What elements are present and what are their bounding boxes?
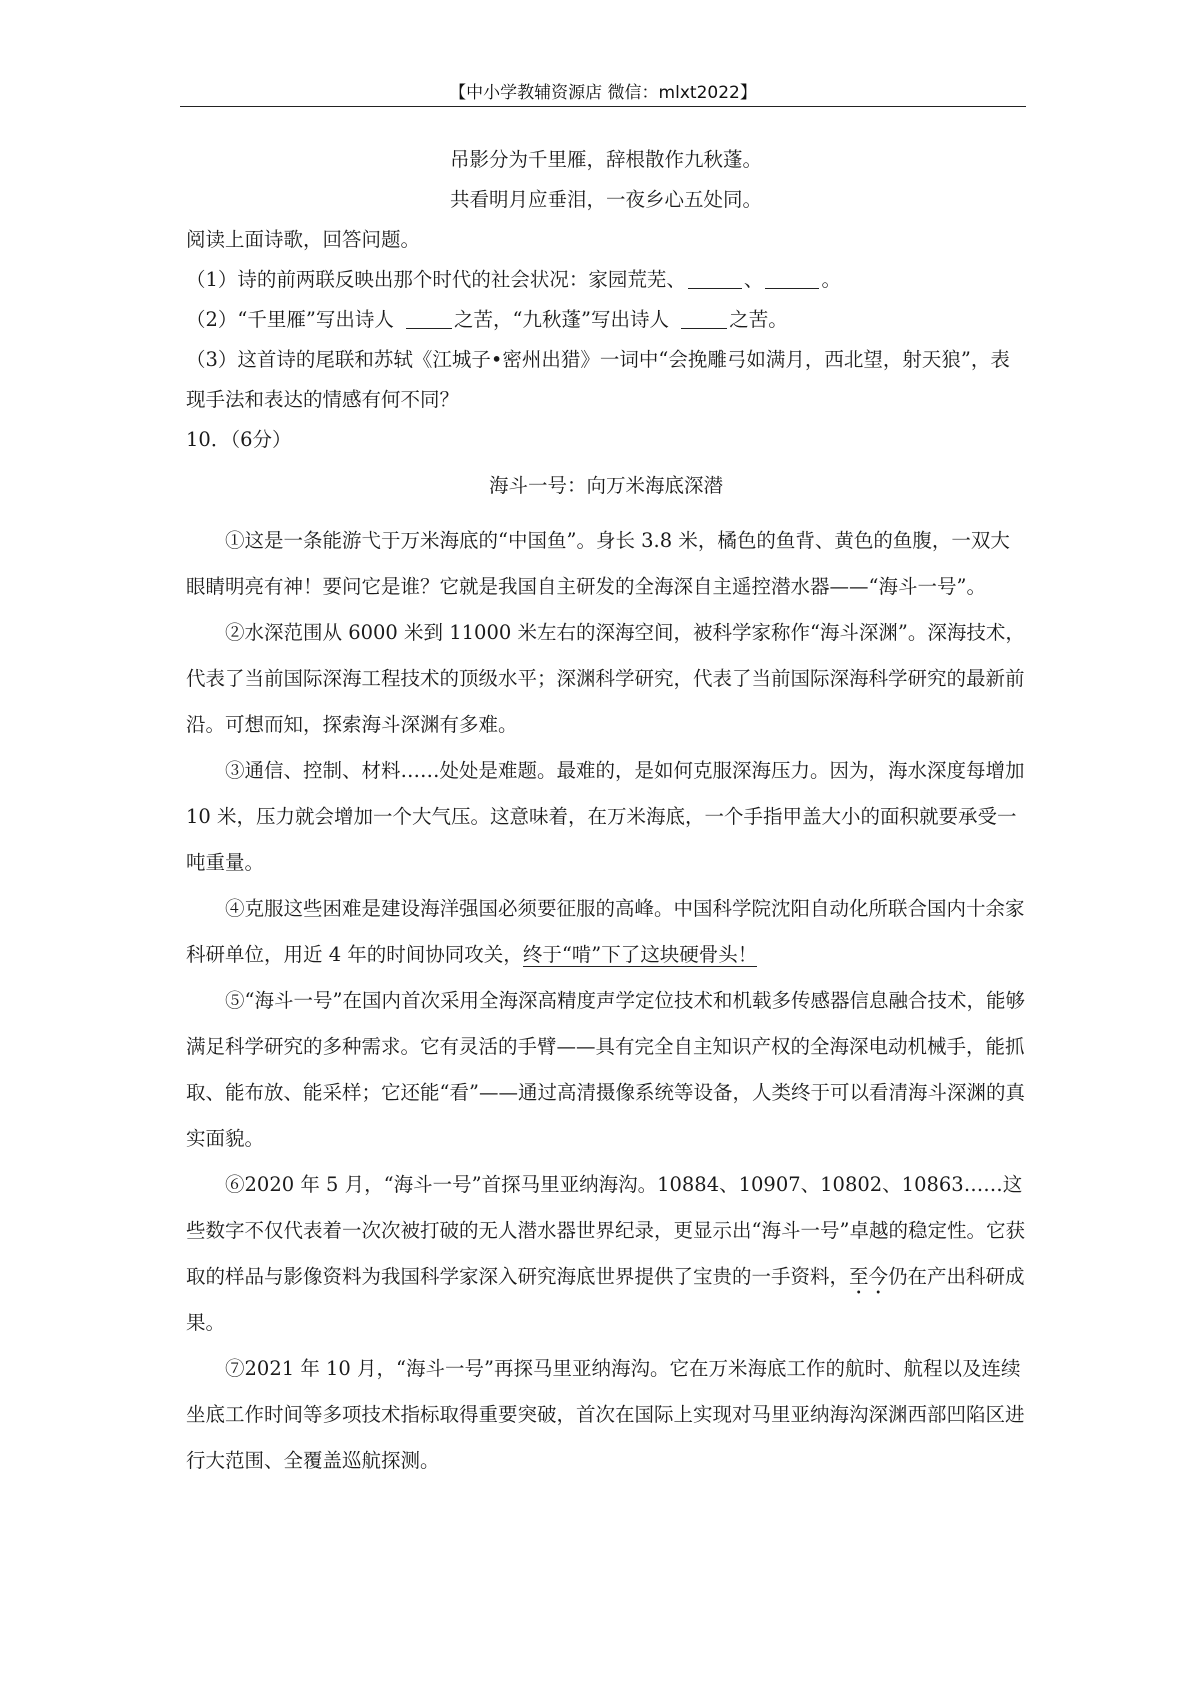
question-2-part-c: 之苦。 xyxy=(729,308,788,331)
paragraph-5: ⑤“海斗一号”在国内首次采用全海深高精度声学定位技术和机载多传感器信息融合技术，能够满足科学研究的多种需求。它有灵活的手臂——具有完全自主知识产权的全海深电动机械手，能抓取、能布放、能采样；它还能“看”——通过高清摄像系统等设备，人类终于可以看清海斗深渊的真实面貌。 xyxy=(186,989,1025,1150)
document-body xyxy=(186,140,1026,1484)
answer-blank xyxy=(681,309,727,330)
question-10-heading: 10．（6分） xyxy=(186,428,292,451)
poem-line-2: 共看明月应垂泪，一夜乡心五处同。 xyxy=(449,188,762,211)
emphasized-word: 至今 xyxy=(849,1265,889,1288)
question-1-separator: 、 xyxy=(743,268,764,291)
paragraph-6-end: 仍在产出科研成果。 xyxy=(186,1265,1025,1334)
paragraph-1: ①这是一条能游弋于万米海底的“中国鱼”。身长 3.8 米，橘色的鱼背、黄色的鱼腹，一双大眼睛明亮有神！要问它是谁？它就是我国自主研发的全海深自主遥控潜水器——“海斗一号”。 xyxy=(186,529,1010,598)
question-1 xyxy=(186,260,1026,300)
answer-blank xyxy=(688,269,742,290)
paragraph-6 xyxy=(186,1162,1026,1346)
article-title: 海斗一号：向万米海底深潜 xyxy=(488,474,723,497)
paragraph-4 xyxy=(186,886,1026,978)
question-3: （3）这首诗的尾联和苏轼《江城子•密州出猎》一词中“会挽雕弓如满月，西北望，射天狼”，表现手法和表达的情感有何不同？ xyxy=(186,348,1010,411)
paragraph-6-text: ⑥2020 年 5 月，“海斗一号”首探马里亚纳海沟。10884、10907、10802、10863……这些数字不仅代表着一次次被打破的无人潜水器世界纪录，更显示出“海斗一号”卓越的稳定性。它获取的样品与影像资料为我国科学家深入研究海底世界提供了宝贵的一手资料， xyxy=(186,1173,1025,1288)
answer-blank xyxy=(406,309,452,330)
answer-blank xyxy=(765,269,819,290)
reading-instruction: 阅读上面诗歌，回答问题。 xyxy=(186,228,421,251)
paragraph-2: ②水深范围从 6000 米到 11000 米左右的深海空间，被科学家称作“海斗深渊”。深海技术，代表了当前国际深海工程技术的顶级水平；深渊科学研究，代表了当前国际深海科学研究的最新前沿。可想而知，探索海斗深渊有多难。 xyxy=(186,621,1025,736)
header-divider xyxy=(180,106,1026,107)
underlined-sentence: 终于“啃”下了这块硬骨头！ xyxy=(522,943,758,966)
page-header: 【中小学教辅资源店 微信：mlxt2022】 xyxy=(449,83,757,103)
paragraph-3: ③通信、控制、材料……处处是难题。最难的，是如何克服深海压力。因为，海水深度每增加 10 米，压力就会增加一个大气压。这意味着，在万米海底，一个手指甲盖大小的面积就要承受一吨重量。 xyxy=(186,759,1025,874)
question-2-part-a: （2）“千里雁”写出诗人 xyxy=(186,308,401,331)
question-1-end: 。 xyxy=(821,268,841,291)
question-2 xyxy=(186,300,1026,340)
question-2-part-b: 之苦，“九秋蓬”写出诗人 xyxy=(454,308,676,331)
question-1-text: （1）诗的前两联反映出那个时代的社会状况：家园荒芜、 xyxy=(186,268,686,291)
paragraph-4-text: ④克服这些困难是建设海洋强国必须要征服的高峰。中国科学院沈阳自动化所联合国内十余家科研单位，用近 4 年的时间协同攻关， xyxy=(186,897,1025,966)
poem-line-1: 吊影分为千里雁，辞根散作九秋蓬。 xyxy=(449,148,762,171)
paragraph-7: ⑦2021 年 10 月，“海斗一号”再探马里亚纳海沟。它在万米海底工作的航时、航程以及连续坐底工作时间等多项技术指标取得重要突破，首次在国际上实现对马里亚纳海沟深渊西部凹陷区进行大范围、全覆盖巡航探测。 xyxy=(186,1357,1025,1472)
